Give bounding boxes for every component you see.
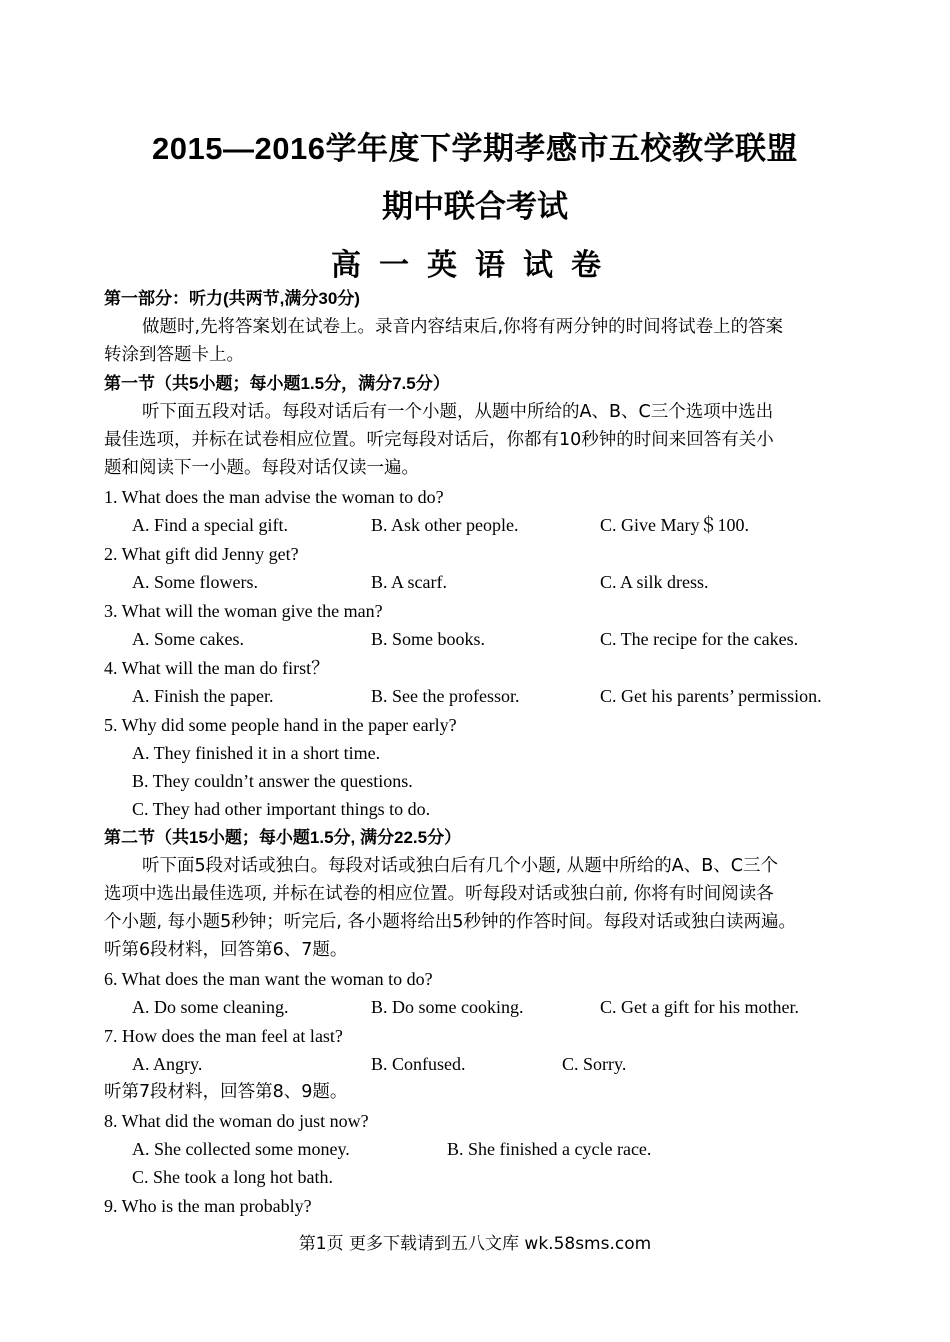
- q4-option-a: A. Finish the paper.: [132, 686, 274, 706]
- question-2: 2. What gift did Jenny get?: [104, 544, 299, 564]
- q5-option-a: A. They finished it in a short time.: [132, 743, 381, 763]
- question-5: 5. Why did some people hand in the paper early?: [104, 715, 457, 735]
- q8-option-c: C. She took a long hot bath.: [132, 1167, 333, 1187]
- exam-title-line1: 2015—2016学年度下学期孝感市五校教学联盟: [152, 131, 798, 166]
- q6-option-a: A. Do some cleaning.: [132, 997, 289, 1017]
- q6-option-b: B. Do some cooking.: [371, 997, 524, 1017]
- q2-option-a: A. Some flowers.: [132, 572, 258, 592]
- exam-subject-title: 高一英语试卷: [331, 248, 619, 283]
- q6-option-c: C. Get a gift for his mother.: [600, 997, 799, 1017]
- q3-option-b: B. Some books.: [371, 629, 486, 649]
- q1-option-c: C. Give Mary＄100.: [600, 515, 749, 535]
- section1-intro-line1: 听下面五段对话。每段对话后有一个小题，从题中所给的A、B、C三个选项中选出: [142, 402, 774, 422]
- question-6: 6. What does the man want the woman to do?: [104, 969, 433, 989]
- q7-option-c: C. Sorry.: [562, 1054, 627, 1074]
- section1-intro-line2: 最佳选项，并标在试卷相应位置。听完每段对话后，你都有10秒钟的时间来回答有关小: [104, 430, 774, 450]
- q1-option-a: A. Find a special gift.: [132, 515, 288, 535]
- q7-option-b: B. Confused.: [371, 1054, 466, 1074]
- q2-option-c: C. A silk dress.: [600, 572, 709, 592]
- section1-intro-line3: 题和阅读下一小题。每段对话仅读一遍。: [104, 458, 419, 478]
- part1-intro-line1: 做题时,先将答案划在试卷上。录音内容结束后,你将有两分钟的时间将试卷上的答案: [142, 317, 784, 337]
- question-3: 3. What will the woman give the man?: [104, 601, 383, 621]
- material-7-instruction: 听第7段材料，回答第8、9题。: [104, 1082, 348, 1102]
- q5-option-c: C. They had other important things to do.: [132, 799, 431, 819]
- page-footer: 第1页 更多下载请到五八文库 wk.58sms.com: [298, 1234, 652, 1254]
- section2-intro-line1: 听下面5段对话或独白。每段对话或独白后有几个小题, 从题中所给的A、B、C三个: [142, 856, 778, 876]
- question-4: 4. What will the man do first？: [104, 658, 330, 678]
- q7-option-a: A. Angry.: [132, 1054, 203, 1074]
- section2-intro-line2: 选项中选出最佳选项, 并标在试卷的相应位置。听每段对话或独白前, 你将有时间阅读各: [104, 884, 774, 904]
- q3-option-a: A. Some cakes.: [132, 629, 244, 649]
- question-7: 7. How does the man feel at last?: [104, 1026, 343, 1046]
- question-9: 9. Who is the man probably?: [104, 1196, 312, 1216]
- question-1: 1. What does the man advise the woman to do?: [104, 487, 444, 507]
- section1-heading: 第一节（共5小题；每小题1.5分，满分7.5分）: [104, 374, 450, 393]
- q2-option-b: B. A scarf.: [371, 572, 447, 592]
- question-8: 8. What did the woman do just now?: [104, 1111, 369, 1131]
- section2-heading: 第二节（共15小题；每小题1.5分, 满分22.5分）: [104, 828, 462, 847]
- q5-option-b: B. They couldn’t answer the questions.: [132, 771, 413, 791]
- q8-option-b: B. She finished a cycle race.: [447, 1139, 652, 1159]
- q4-option-b: B. See the professor.: [371, 686, 520, 706]
- material-6-instruction: 听第6段材料，回答第6、7题。: [104, 940, 348, 960]
- exam-title-line2: 期中联合考试: [382, 189, 568, 224]
- q3-option-c: C. The recipe for the cakes.: [600, 629, 799, 649]
- q4-option-c: C. Get his parents’ permission.: [600, 686, 822, 706]
- q8-option-a: A. She collected some money.: [132, 1139, 350, 1159]
- part1-heading: 第一部分：听力(共两节,满分30分): [104, 289, 360, 308]
- part1-intro-line2: 转涂到答题卡上。: [104, 345, 244, 365]
- q1-option-b: B. Ask other people.: [371, 515, 519, 535]
- section2-intro-line3: 个小题, 每小题5秒钟；听完后, 各小题将给出5秒钟的作答时间。每段对话或独白读两遍。: [104, 912, 797, 932]
